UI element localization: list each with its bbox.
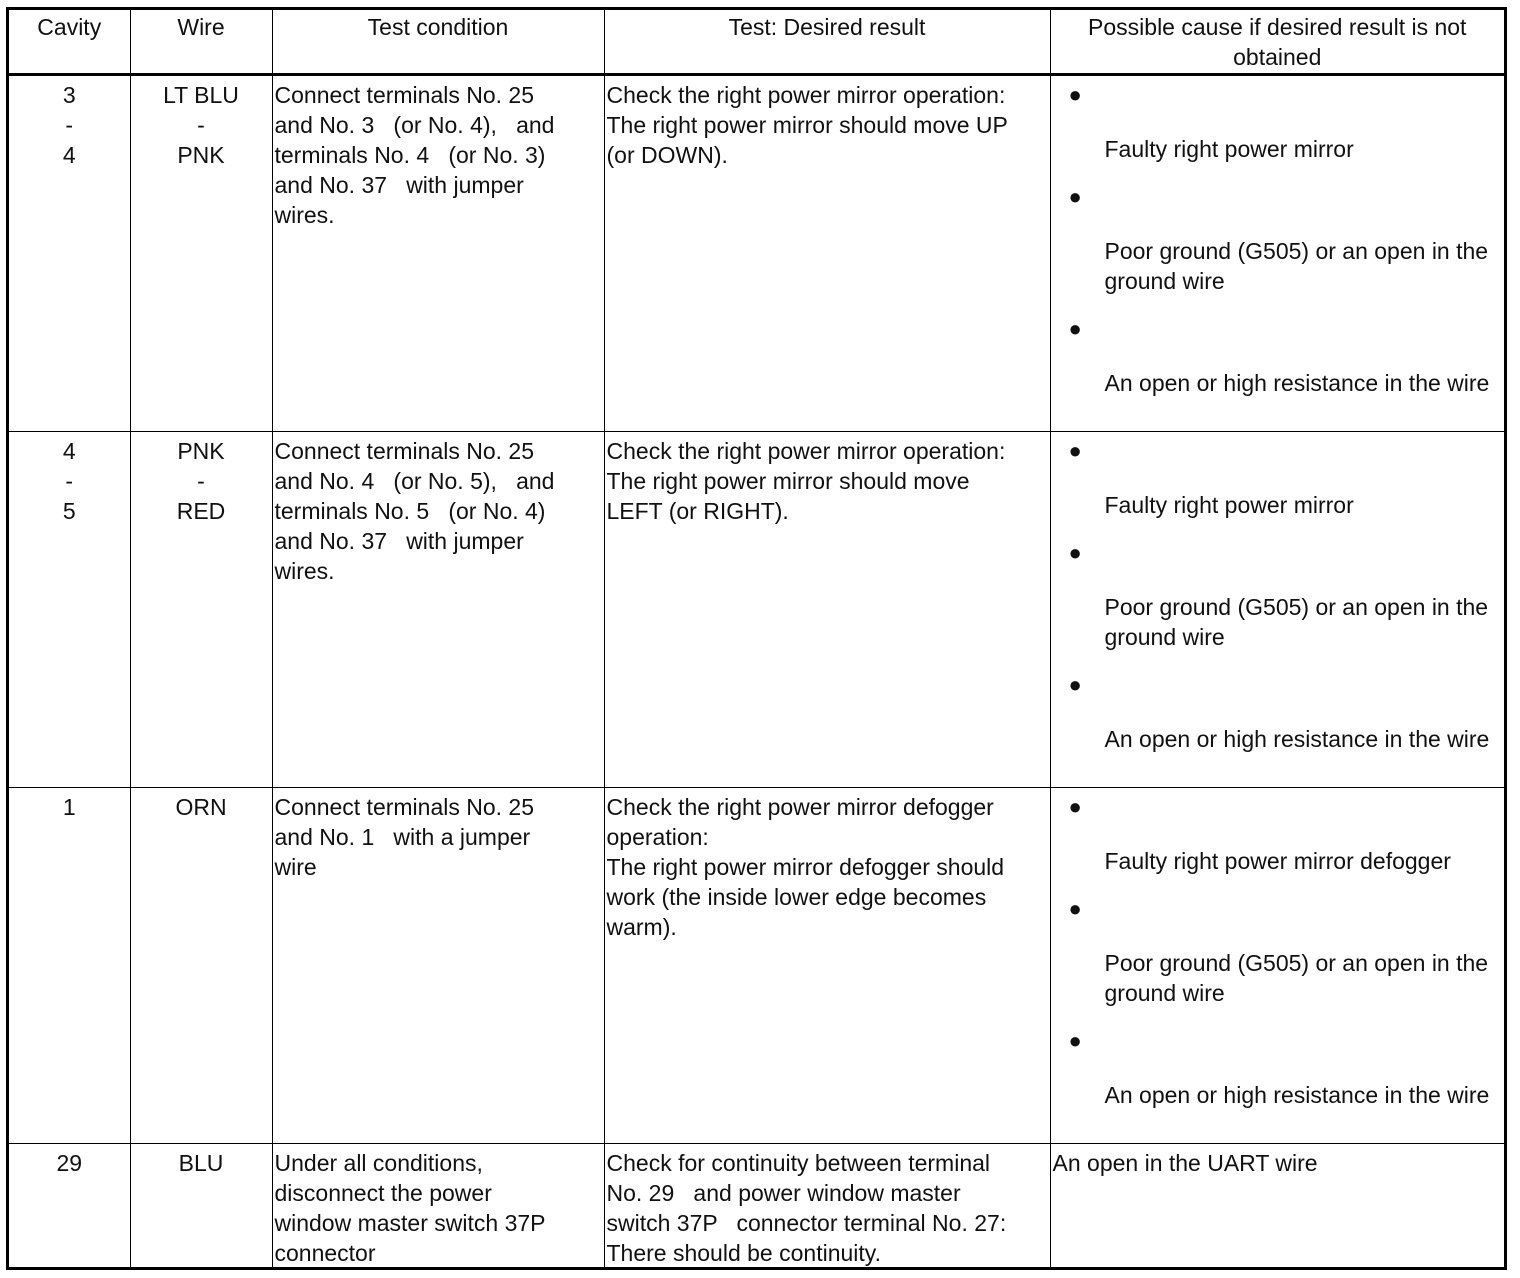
result-line: The right power mirror should move	[606, 468, 970, 494]
possible-cause-cell	[1050, 788, 1504, 1144]
bullet-icon: ●	[1068, 438, 1082, 463]
wire-cell	[130, 788, 272, 1144]
result-line: Check the right power mirror operation:	[606, 82, 1006, 108]
condition-line: Connect terminals No. 25	[274, 82, 535, 108]
wire-separator: -	[197, 468, 205, 494]
bullet-icon: ●	[1068, 184, 1082, 209]
cause-text: Poor ground (G505) or an open in the ground wire	[1104, 594, 1489, 650]
test-condition-cell	[272, 1144, 604, 1271]
cause-text: Faulty right power mirror defogger	[1104, 848, 1451, 874]
cause-text: Faulty right power mirror	[1104, 492, 1354, 518]
condition-line: window master switch 37P	[274, 1210, 546, 1236]
condition-line: and No. 3 (or No. 4), and	[274, 112, 555, 138]
table-header-row	[9, 10, 1504, 75]
header-test-condition: Test condition	[272, 10, 604, 75]
condition-line: wires.	[274, 202, 335, 228]
diagnostic-table	[9, 10, 1504, 1270]
condition-line: terminals No. 5 (or No. 4)	[274, 498, 546, 524]
test-condition-cell	[272, 75, 604, 432]
cavity-value: 4	[62, 142, 76, 168]
result-line: No. 29 and power window master	[606, 1180, 961, 1206]
wire-color: LT BLU	[163, 82, 239, 108]
condition-line: terminals No. 4 (or No. 3)	[274, 142, 546, 168]
wire-separator: -	[197, 112, 205, 138]
cavity-value: 4	[62, 438, 76, 464]
test-condition-cell	[272, 432, 604, 788]
cavity-value: 29	[56, 1150, 83, 1176]
desired-result-cell	[604, 1144, 1050, 1271]
condition-line: and No. 37 with jumper	[274, 172, 524, 198]
result-line: warm).	[606, 914, 677, 940]
cause-text: Faulty right power mirror	[1104, 136, 1354, 162]
header-cavity: Cavity	[9, 10, 130, 75]
bullet-icon: ●	[1068, 1028, 1082, 1053]
cavity-value: 1	[62, 794, 76, 820]
condition-line: connector	[274, 1240, 376, 1266]
possible-cause-cell	[1050, 75, 1504, 432]
result-line: (or DOWN).	[606, 142, 728, 168]
result-line: Check the right power mirror operation:	[606, 438, 1006, 464]
possible-cause-cell	[1050, 1144, 1504, 1271]
cause-text: An open in the UART wire	[1052, 1150, 1318, 1176]
cavity-separator: -	[65, 112, 74, 138]
cause-text: An open or high resistance in the wire	[1104, 370, 1490, 396]
condition-line: Connect terminals No. 25	[274, 438, 535, 464]
condition-line: Under all conditions,	[274, 1150, 483, 1176]
condition-line: wire	[274, 854, 317, 880]
wire-color: PNK	[177, 142, 225, 168]
bullet-icon: ●	[1068, 896, 1082, 921]
result-line: There should be continuity.	[606, 1240, 881, 1266]
wire-color: RED	[176, 498, 226, 524]
bullet-icon: ●	[1068, 540, 1082, 565]
diagnostic-table-page	[6, 7, 1507, 1270]
cause-text: Poor ground (G505) or an open in the ground wire	[1104, 238, 1489, 294]
possible-cause-cell	[1050, 432, 1504, 788]
wire-cell	[130, 75, 272, 432]
bullet-icon: ●	[1068, 82, 1082, 107]
cause-text: An open or high resistance in the wire	[1104, 1082, 1490, 1108]
condition-line: and No. 37 with jumper	[274, 528, 524, 554]
desired-result-cell	[604, 432, 1050, 788]
wire-color: ORN	[175, 794, 227, 820]
result-line: work (the inside lower edge becomes	[606, 884, 987, 910]
condition-line: and No. 1 with a jumper	[274, 824, 531, 850]
cavity-value: 5	[62, 498, 76, 524]
desired-result-cell	[604, 75, 1050, 432]
desired-result-cell	[604, 788, 1050, 1144]
table-row	[9, 432, 1504, 788]
result-line: The right power mirror should move UP	[606, 112, 1008, 138]
cavity-separator: -	[65, 468, 74, 494]
result-line: Check the right power mirror defogger	[606, 794, 994, 820]
condition-line: disconnect the power	[274, 1180, 492, 1206]
table-row	[9, 1144, 1504, 1271]
condition-line: wires.	[274, 558, 335, 584]
result-line: switch 37P connector terminal No. 27:	[606, 1210, 1007, 1236]
cavity-cell	[9, 75, 130, 432]
header-desired-result: Test: Desired result	[604, 10, 1050, 75]
table-row	[9, 75, 1504, 432]
result-line: Check for continuity between terminal	[606, 1150, 991, 1176]
bullet-icon: ●	[1068, 672, 1082, 697]
wire-color: PNK	[177, 438, 225, 464]
wire-cell	[130, 432, 272, 788]
header-wire: Wire	[130, 10, 272, 75]
cavity-cell	[9, 432, 130, 788]
result-line: operation:	[606, 824, 709, 850]
wire-color: BLU	[178, 1150, 224, 1176]
condition-line: Connect terminals No. 25	[274, 794, 535, 820]
cavity-cell	[9, 1144, 130, 1271]
bullet-icon: ●	[1068, 794, 1082, 819]
table-row	[9, 788, 1504, 1144]
result-line: LEFT (or RIGHT).	[606, 498, 789, 524]
header-possible-cause: Possible cause if desired result is not obtained	[1050, 10, 1504, 75]
cause-text: An open or high resistance in the wire	[1104, 726, 1490, 752]
cause-text: Poor ground (G505) or an open in the ground wire	[1104, 950, 1489, 1006]
condition-line: and No. 4 (or No. 5), and	[274, 468, 555, 494]
cavity-value: 3	[62, 82, 76, 108]
result-line: The right power mirror defogger should	[606, 854, 1005, 880]
cavity-cell	[9, 788, 130, 1144]
wire-cell	[130, 1144, 272, 1271]
bullet-icon: ●	[1068, 316, 1082, 341]
test-condition-cell	[272, 788, 604, 1144]
